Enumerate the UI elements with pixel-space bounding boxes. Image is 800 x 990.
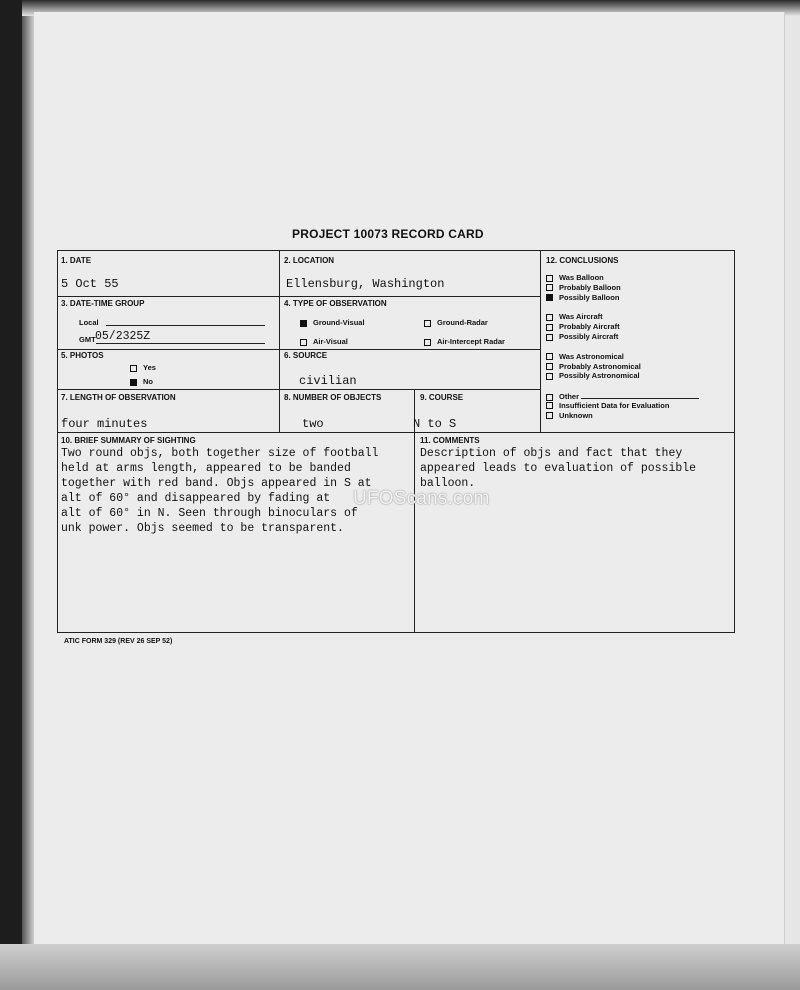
comments-text [420, 446, 732, 491]
checkbox-icon [546, 314, 553, 321]
local-label: Local [79, 318, 99, 327]
conclusions-label: 12. CONCLUSIONS [546, 256, 619, 265]
divider [57, 349, 540, 350]
conclusion-item: Probably Aircraft [546, 322, 732, 332]
length-value: four minutes [61, 417, 148, 431]
number-objects-value: two [302, 417, 324, 431]
divider [57, 296, 540, 297]
number-objects-label: 8. NUMBER OF OBJECTS [284, 393, 382, 402]
conclusion-item: Probably Astronomical [546, 362, 732, 372]
conclusion-item: Was Astronomical [546, 352, 732, 362]
divider [540, 250, 541, 432]
checkbox-icon [546, 363, 553, 370]
conclusion-item: Insufficient Data for Evaluation [546, 401, 732, 411]
checkbox-icon [300, 320, 307, 327]
checkbox-icon [424, 320, 431, 327]
divider [279, 250, 280, 432]
location-value: Ellensburg, Washington [286, 277, 445, 291]
length-label: 7. LENGTH OF OBSERVATION [61, 393, 176, 402]
comments-label: 11. COMMENTS [420, 436, 480, 445]
option-ground-visual: Ground-Visual [300, 318, 365, 327]
checkbox-icon [546, 373, 553, 380]
photos-yes: Yes [130, 363, 156, 372]
gmt-underline [96, 343, 265, 344]
checkbox-icon [130, 379, 137, 386]
summary-line: held at arms length, appeared to be banded [61, 462, 351, 475]
option-air-intercept-radar: Air-Intercept Radar [424, 337, 505, 346]
summary-line: unk power. Objs seemed to be transparent. [61, 522, 344, 535]
checkbox-icon [546, 353, 553, 360]
divider [57, 432, 735, 433]
gmt-value: 05/2325Z [95, 330, 151, 343]
checkbox-icon [546, 394, 553, 401]
checkbox-icon [546, 294, 553, 301]
date-label: 1. DATE [61, 256, 92, 265]
conclusion-item: Possibly Astronomical [546, 371, 732, 381]
card-title: PROJECT 10073 RECORD CARD [292, 227, 484, 241]
summary-line: together with red band. Objs appeared in S at [61, 477, 372, 490]
local-underline [106, 325, 265, 326]
conclusion-item: Other [546, 391, 732, 401]
scan-bottom-strip [0, 944, 800, 990]
checkbox-icon [546, 324, 553, 331]
checkbox-icon [546, 412, 553, 419]
watermark: UFOScans.com [353, 488, 490, 509]
course-value: N to S [413, 417, 457, 431]
checkbox-icon [546, 402, 553, 409]
checkbox-icon [300, 339, 307, 346]
date-value: 5 Oct 55 [61, 277, 119, 291]
conclusion-item: Possibly Balloon [546, 293, 732, 303]
comments-line: balloon. [420, 477, 476, 490]
gmt-label: GMT [79, 335, 96, 344]
conclusion-item: Was Balloon [546, 273, 732, 283]
checkbox-icon [424, 339, 431, 346]
photos-label: 5. PHOTOS [61, 351, 104, 360]
summary-line: Two round objs, both together size of football [61, 447, 379, 460]
option-air-visual: Air-Visual [300, 337, 348, 346]
conclusion-item: Probably Balloon [546, 283, 732, 293]
location-label: 2. LOCATION [284, 256, 335, 265]
dtg-label: 3. DATE-TIME GROUP [61, 299, 145, 308]
divider [57, 389, 540, 390]
comments-line: Description of objs and fact that they [420, 447, 683, 460]
photos-no: No [130, 377, 153, 386]
conclusion-item: Possibly Aircraft [546, 332, 732, 342]
checkbox-icon [546, 334, 553, 341]
conclusion-item: Unknown [546, 411, 732, 421]
summary-label: 10. BRIEF SUMMARY OF SIGHTING [61, 436, 196, 445]
conclusions-list [546, 273, 732, 421]
source-value: civilian [299, 374, 357, 388]
observation-type-label: 4. TYPE OF OBSERVATION [284, 299, 387, 308]
summary-line: alt of 60° in N. Seen through binoculars of [61, 507, 358, 520]
form-number: ATIC FORM 329 (REV 26 SEP 52) [64, 638, 173, 645]
checkbox-icon [546, 284, 553, 291]
checkbox-icon [130, 365, 137, 372]
conclusion-item: Was Aircraft [546, 312, 732, 322]
source-label: 6. SOURCE [284, 351, 328, 360]
scan-left-edge [22, 0, 34, 990]
course-label: 9. COURSE [420, 393, 464, 402]
comments-line: appeared leads to evaluation of possible [420, 462, 697, 475]
checkbox-icon [546, 275, 553, 282]
option-ground-radar: Ground-Radar [424, 318, 488, 327]
summary-line: alt of 60° and disappeared by fading at [61, 492, 331, 505]
